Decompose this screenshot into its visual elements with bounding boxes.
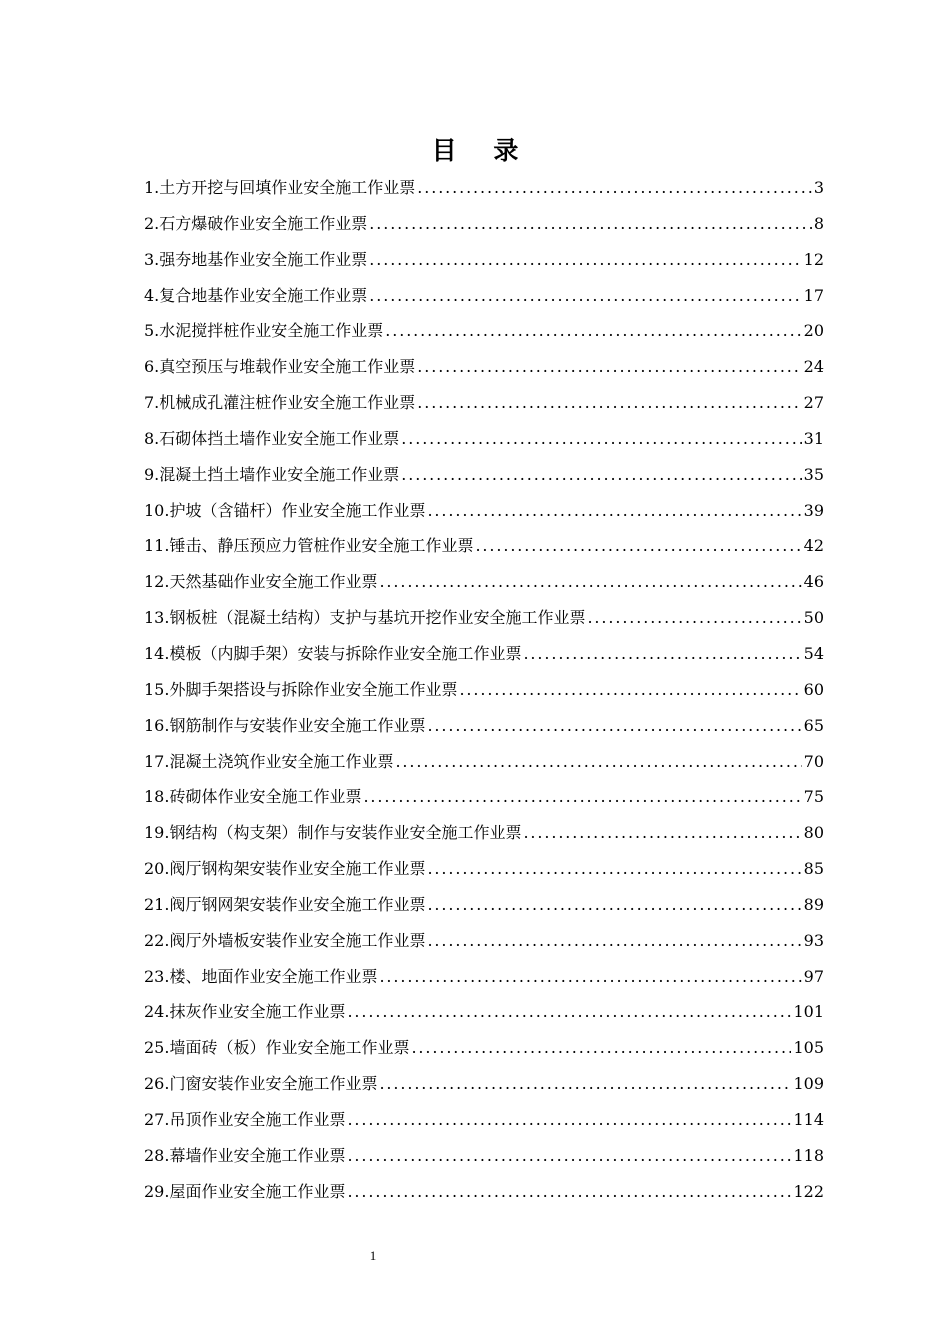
- toc-entry[interactable]: [144, 1102, 824, 1138]
- toc-entry-title: 23.楼、地面作业安全施工作业票: [144, 966, 378, 986]
- page-title: 目 录: [431, 136, 533, 165]
- dot-leader: [367, 242, 801, 278]
- dot-leader: [415, 349, 801, 385]
- toc-entry[interactable]: [144, 313, 824, 349]
- dot-leader: [367, 278, 801, 314]
- toc-entry[interactable]: [144, 994, 824, 1030]
- toc-entry-title: 15.外脚手架搭设与拆除作业安全施工作业票: [144, 679, 458, 699]
- toc-entry[interactable]: [144, 1174, 824, 1210]
- toc-entry-page: 8: [812, 206, 824, 242]
- dot-leader: [345, 1174, 791, 1210]
- toc-entry[interactable]: [144, 600, 824, 636]
- toc-entry[interactable]: [144, 421, 824, 457]
- dot-leader: [425, 887, 801, 923]
- dot-leader: [345, 1138, 791, 1174]
- toc-entry[interactable]: [144, 385, 824, 421]
- toc-entry-page: 118: [791, 1138, 824, 1174]
- toc-entry[interactable]: [144, 744, 824, 780]
- toc-entry-title: 1.土方开挖与回填作业安全施工作业票: [144, 178, 416, 197]
- dot-leader: [367, 206, 812, 242]
- toc-entry-title: 25.墙面砖（板）作业安全施工作业票: [144, 1038, 410, 1058]
- dot-leader: [425, 493, 801, 529]
- toc-entry-title: 12.天然基础作业安全施工作业票: [144, 572, 378, 592]
- dot-leader: [377, 959, 801, 995]
- page-number: 1: [369, 1248, 377, 1263]
- toc-entry-page: 17: [802, 278, 824, 314]
- toc-entry-page: 101: [791, 994, 824, 1030]
- dot-leader: [585, 600, 801, 636]
- dot-leader: [425, 923, 801, 959]
- toc-entry-page: 85: [802, 851, 824, 887]
- toc-entry-title: 3.强夯地基作业安全施工作业票: [144, 249, 368, 269]
- toc-entry-title: 24.抹灰作业安全施工作业票: [144, 1002, 346, 1022]
- toc-entry-page: 42: [802, 528, 824, 564]
- dot-leader: [393, 744, 801, 780]
- toc-entry-title: 22.阀厅外墙板安装作业安全施工作业票: [144, 930, 426, 950]
- dot-leader: [415, 170, 812, 206]
- toc-entry-title: 5.水泥搅拌桩作业安全施工作业票: [144, 321, 384, 341]
- toc-entry-page: 3: [812, 170, 824, 206]
- toc-entry-page: 80: [802, 815, 824, 851]
- dot-leader: [415, 385, 801, 421]
- dot-leader: [473, 528, 801, 564]
- toc-entry-page: 31: [802, 421, 824, 457]
- toc-entry-title: 10.护坡（含锚杆）作业安全施工作业票: [144, 500, 426, 520]
- toc-entry-title: 8.石砌体挡土墙作业安全施工作业票: [144, 428, 400, 448]
- toc-entry[interactable]: [144, 170, 824, 206]
- toc-entry-title: 29.屋面作业安全施工作业票: [144, 1181, 346, 1201]
- dot-leader: [377, 564, 801, 600]
- toc-entry[interactable]: [144, 779, 824, 815]
- toc-entry-title: 18.砖砌体作业安全施工作业票: [144, 787, 362, 807]
- dot-leader: [345, 994, 791, 1030]
- toc-entry-page: 27: [802, 385, 824, 421]
- dot-leader: [383, 313, 801, 349]
- toc-entry[interactable]: [144, 349, 824, 385]
- toc-entry-page: 89: [802, 887, 824, 923]
- toc-entry-title: 16.钢筋制作与安装作业安全施工作业票: [144, 715, 426, 735]
- toc-entry[interactable]: [144, 959, 824, 995]
- toc-entry-title: 6.真空预压与堆载作业安全施工作业票: [144, 357, 416, 377]
- toc-entry[interactable]: [144, 493, 824, 529]
- toc-entry-title: 11.锤击、静压预应力管桩作业安全施工作业票: [144, 536, 474, 556]
- toc-entry-page: 105: [791, 1030, 824, 1066]
- toc-entry-title: 4.复合地基作业安全施工作业票: [144, 285, 368, 305]
- toc-entry-page: 122: [791, 1174, 824, 1210]
- toc-entry[interactable]: [144, 851, 824, 887]
- toc-entry-page: 97: [802, 959, 824, 995]
- toc-entry[interactable]: [144, 1138, 824, 1174]
- dot-leader: [399, 421, 801, 457]
- dot-leader: [399, 457, 801, 493]
- table-of-contents: [144, 170, 824, 1209]
- toc-entry-page: 50: [802, 600, 824, 636]
- toc-entry-title: 27.吊顶作业安全施工作业票: [144, 1109, 346, 1129]
- toc-entry-title: 26.门窗安装作业安全施工作业票: [144, 1074, 378, 1094]
- dot-leader: [345, 1102, 791, 1138]
- dot-leader: [361, 779, 801, 815]
- toc-entry-page: 12: [802, 242, 824, 278]
- toc-entry-title: 2.石方爆破作业安全施工作业票: [144, 213, 368, 233]
- toc-entry-page: 114: [791, 1102, 824, 1138]
- toc-entry[interactable]: [144, 564, 824, 600]
- toc-entry-page: 70: [802, 744, 824, 780]
- toc-entry-title: 19.钢结构（构支架）制作与安装作业安全施工作业票: [144, 823, 522, 843]
- toc-entry-title: 28.幕墙作业安全施工作业票: [144, 1145, 346, 1165]
- toc-entry-page: 65: [802, 708, 824, 744]
- toc-entry-title: 20.阀厅钢构架安装作业安全施工作业票: [144, 859, 426, 879]
- toc-entry[interactable]: [144, 457, 824, 493]
- toc-entry[interactable]: [144, 636, 824, 672]
- toc-entry[interactable]: [144, 1066, 824, 1102]
- toc-entry-page: 20: [802, 313, 824, 349]
- toc-entry-page: 75: [802, 779, 824, 815]
- toc-entry-title: 17.混凝土浇筑作业安全施工作业票: [144, 751, 394, 771]
- toc-entry[interactable]: [144, 708, 824, 744]
- toc-entry-title: 21.阀厅钢网架安装作业安全施工作业票: [144, 894, 426, 914]
- toc-entry-page: 54: [802, 636, 824, 672]
- toc-entry[interactable]: [144, 815, 824, 851]
- toc-entry-title: 14.模板（内脚手架）安装与拆除作业安全施工作业票: [144, 643, 522, 663]
- toc-entry-title: 7.机械成孔灌注桩作业安全施工作业票: [144, 393, 416, 413]
- dot-leader: [521, 636, 801, 672]
- toc-entry-page: 60: [802, 672, 824, 708]
- toc-entry[interactable]: [144, 278, 824, 314]
- toc-entry[interactable]: [144, 1030, 824, 1066]
- toc-entry[interactable]: [144, 923, 824, 959]
- dot-leader: [457, 672, 801, 708]
- dot-leader: [409, 1030, 791, 1066]
- toc-entry[interactable]: [144, 672, 824, 708]
- toc-entry-page: 24: [802, 349, 824, 385]
- toc-entry[interactable]: [144, 887, 824, 923]
- dot-leader: [377, 1066, 791, 1102]
- toc-entry-title: 9.混凝土挡土墙作业安全施工作业票: [144, 464, 400, 484]
- dot-leader: [521, 815, 801, 851]
- toc-entry[interactable]: [144, 206, 824, 242]
- toc-entry[interactable]: [144, 242, 824, 278]
- dot-leader: [425, 851, 801, 887]
- toc-entry-page: 46: [802, 564, 824, 600]
- toc-entry-page: 39: [802, 493, 824, 529]
- toc-entry-title: 13.钢板桩（混凝土结构）支护与基坑开挖作业安全施工作业票: [144, 608, 586, 628]
- toc-entry[interactable]: [144, 528, 824, 564]
- dot-leader: [425, 708, 801, 744]
- toc-entry-page: 35: [802, 457, 824, 493]
- toc-entry-page: 93: [802, 923, 824, 959]
- toc-entry-page: 109: [791, 1066, 824, 1102]
